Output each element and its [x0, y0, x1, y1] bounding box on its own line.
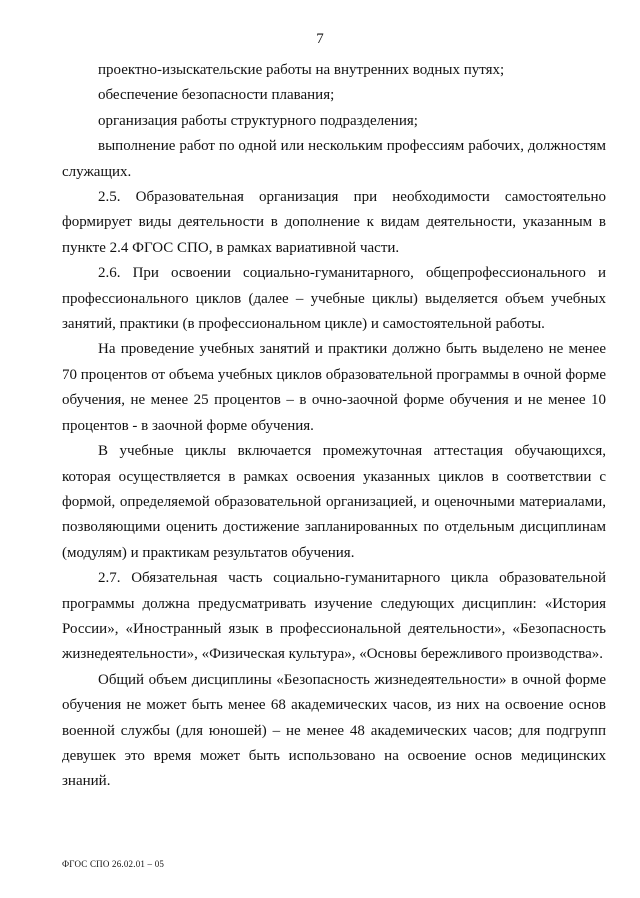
- paragraph-line-1: проектно-изыскательские работы на внутренних водных путях;: [98, 62, 505, 78]
- paragraph-practice-share: На проведение учебных занятий и практики должно быть выделено не менее 70 процентов от объема учебных циклов образовательной программы в очной форме обучения, не менее 25 процентов – в очно-заочной форме обучения и не менее 10 процентов - в заочной форме обучения.: [62, 341, 606, 434]
- paragraph-2-5: 2.5. Образовательная организация при необходимости самостоятельно формирует виды деятельности в дополнение к видам деятельности, указанным в пункте 2.4 ФГОС СПО, в рамках вариативной части.: [62, 189, 606, 256]
- footer-code: ФГОС СПО 26.02.01 – 05: [62, 859, 165, 869]
- document-body: [62, 58, 606, 795]
- paragraph-line-3: организация работы структурного подразделения;: [98, 112, 418, 129]
- paragraph-life-safety-volume: Общий объем дисциплины «Безопасность жизнедеятельности» в очной форме обучения не может быть менее 68 академических часов, из них на освоение основ военной службы (для юношей) – не менее 48 академических часов; для подгрупп девушек это время может быть использовано на освоение основ медицинских знаний.: [62, 671, 606, 790]
- page-number: 7: [316, 31, 324, 47]
- paragraph-line-2: обеспечение безопасности плавания;: [98, 87, 335, 104]
- paragraph-2-6: 2.6. При освоении социально-гуманитарного, общепрофессионального и профессионального циклов (далее – учебные циклы) выделяется объем учебных занятий, практики (в профессиональном цикле) и самостоятельной работы.: [62, 265, 606, 333]
- paragraph-intermediate-attestation: В учебные циклы включается промежуточная аттестация обучающихся, которая осуществляется в рамках освоения указанных циклов в соответствии с формой, определяемой образовательной организацией, и оценочными материалами, позволяющими оценить достижение запланированных по отдельным дисциплинам (модулям) и практикам результатов обучения.: [62, 443, 606, 561]
- paragraph-line-4: выполнение работ по одной или нескольким профессиям рабочих, должностям служащих.: [62, 138, 606, 180]
- paragraph-2-7: 2.7. Обязательная часть социально-гуманитарного цикла образовательной программы должна предусматривать изучение следующих дисциплин: «История России», «Иностранный язык в профессиональной деятельности», «Безопасность жизнедеятельности», «Физическая культура», «Основы бережливого производства».: [62, 570, 606, 663]
